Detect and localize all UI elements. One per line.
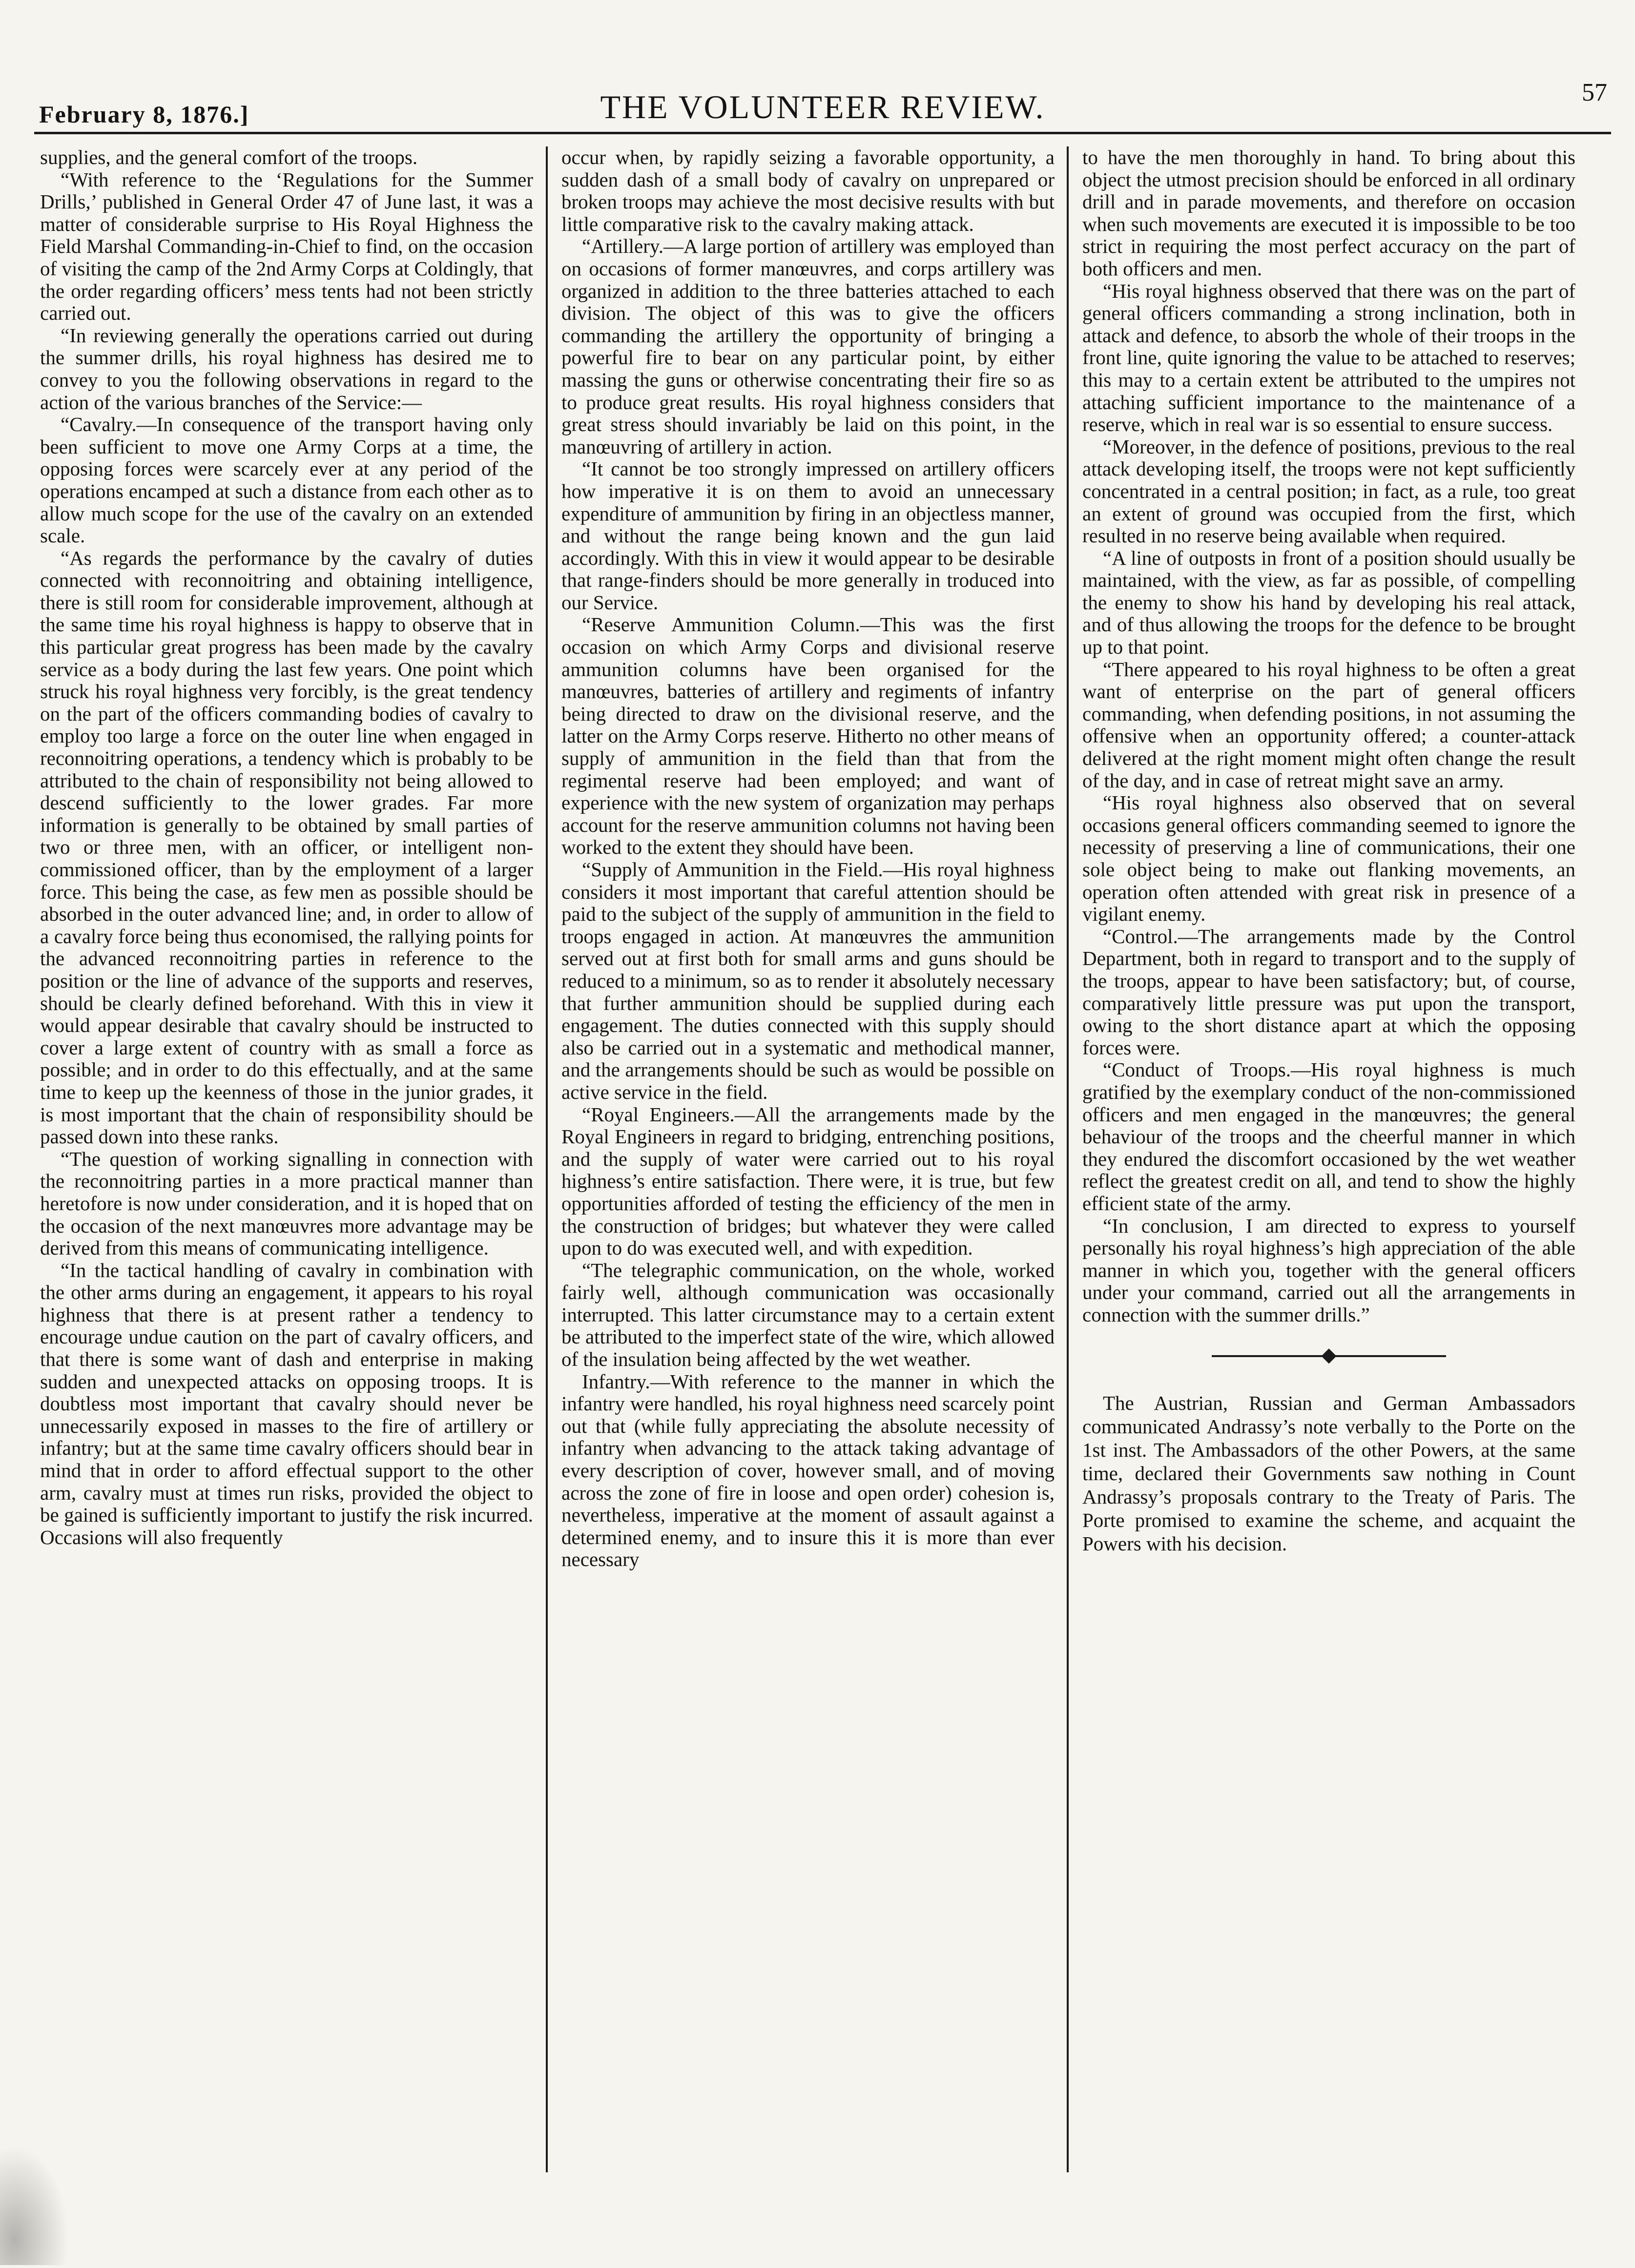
paragraph: “Artillery.—A large portion of artillery was employed than on occasions of former manœuvres, and corps artillery was organized in addition to the three batteries attached to each division. The object of this was to give the officers commanding the artillery the opportunity of bringing a powerful fire to bear on any particular point, by either massing the guns or otherwise concentrating their fire so as to produce great results. His royal highness considers that great stress should invariably be laid on this point, in the manœuvring of artillery in action. bbox=[561, 235, 1055, 458]
paragraph: “As regards the performance by the cavalry of duties connected with reconnoitring and obtaining intelligence, there is still room for considerable improvement, although at the same time his royal highness is happy to observe that in this particular great progress has been made by the cavalry service as a body during the last few years. One point which struck his royal highness very forcibly, is the great tendency on the part of the officers commanding bodies of cavalry to employ too large a force on the outer line when engaged in reconnoitring operations, a tendency which is probably to be attributed to the chain of responsibility not being allowed to descend sufficiently to the lower grades. Far more information is generally to be obtained by small parties of two or three men, with an officer, or intelligent non-commissioned officer, than by the employment of a larger force. This being the case, as few men as possible should be absorbed in the outer advanced line; and, in order to allow of a cavalry force being thus economised, the rallying points for the advanced reconnoitring parties in reference to the position or the line of advance of the supports and reserves, should be clearly defined beforehand. With this in view it would appear desirable that cavalry should be instructed to cover a large extent of country with as small a force as possible; and in order to do this effectually, and at the same time to keep up the keenness of those in the junior grades, it is most important that the chain of responsibility should be passed down into these ranks. bbox=[40, 546, 533, 1148]
section-divider bbox=[1212, 1355, 1446, 1357]
column-3 bbox=[1082, 146, 1575, 2172]
paragraph: “The telegraphic communication, on the whole, worked fairly well, although communication was occasionally interrupted. This latter circumstance may to a certain extent be attributed to the imperfect state of the wire, which allowed of the insulation being affected by the wet weather. bbox=[561, 1258, 1055, 1371]
paragraph: “Reserve Ammunition Column.—This was the first occasion on which Army Corps and divisional reserve ammunition columns have been organised for the manœuvres, batteries of artillery and regiments of infantry being directed to draw on the divisional reserve, and the latter on the Army Corps reserve. Hitherto no other means of supply of ammunition in the field than that from the regimental reserve had been employed; and want of experience with the new system of organization may perhaps account for the reserve ammunition columns not having been worked to the extent they should have been. bbox=[561, 613, 1055, 859]
column-2 bbox=[561, 146, 1055, 2172]
paragraph: “It cannot be too strongly impressed on artillery officers how imperative it is on them to avoid an unnecessary expenditure of ammunition by firing in an objectless manner, and without the range being known and the gun laid accordingly. With this in view it would appear to be desirable that range-finders should be more generally in troduced into our Service. bbox=[561, 457, 1055, 614]
paragraph: supplies, and the general comfort of the troops. bbox=[40, 146, 418, 168]
issue-date: February 8, 1876.] bbox=[39, 101, 249, 128]
paragraph: “His royal highness observed that there was on the part of general officers commanding a strong inclination, both in attack and defence, to absorb the whole of their troops in the front line, quite ignoring the value to be attached to reserves; this may to a certain extent be attributed to the umpires not attaching sufficient importance to the maintenance of a reserve, which in real war is so essential to ensure success. bbox=[1082, 279, 1575, 436]
page-header bbox=[34, 73, 1611, 134]
paragraph: “The question of working signalling in connection with the reconnoitring parties in a more practical manner than heretofore is now under consideration, and it is hoped that on the occasion of the next manœuvres more advantage may be derived from this means of communicating intelligence. bbox=[40, 1147, 533, 1259]
masthead-title: THE VOLUNTEER REVIEW. bbox=[600, 88, 1045, 125]
paragraph: The Austrian, Russian and German Ambassadors communicated Andrassy’s note verbally to the Porte on the 1st inst. The Ambassadors of the other Powers, at the same time, declared their Governments saw nothing in Count Andrassy’s proposals contrary to the Treaty of Paris. The Porte promised to examine the scheme, and acquaint the Powers with his decision. bbox=[1082, 1392, 1575, 1555]
page-number: 57 bbox=[1582, 79, 1607, 106]
paragraph: “Conduct of Troops.—His royal highness is much gratified by the exemplary conduct of the non-commissioned officers and men engaged in the manœuvres; the general behaviour of the troops and the cheerful manner in which they endured the discomfort occasioned by the wet weather reflect the greatest credit on all, and tend to show the highly efficient state of the army. bbox=[1082, 1058, 1575, 1215]
paragraph: “A line of outposts in front of a position should usually be maintained, with the view, as far as possible, of compelling the enemy to show his hand by developing his real attack, and of thus allowing the troops for the defence to be brought up to that point. bbox=[1082, 546, 1575, 659]
paragraph: “In reviewing generally the operations carried out during the summer drills, his royal highness has desired me to convey to you the following observations in regard to the action of the various branches of the Service:— bbox=[40, 324, 533, 413]
paragraph: “Control.—The arrangements made by the Control Department, both in regard to transport and to the supply of the troops, appear to have been satisfactory; but, of course, comparatively little pressure was put upon the transport, owing to the short distance apart at which the opposing forces were. bbox=[1082, 925, 1575, 1059]
news-item bbox=[1082, 1391, 1575, 1555]
paragraph: occur when, by rapidly seizing a favorable opportunity, a sudden dash of a small body of cavalry on unprepared or broken troops may achieve the most decisive results with but little comparative risk to the cavalry making attack. bbox=[561, 146, 1055, 235]
column-rule bbox=[546, 146, 548, 2172]
paragraph: to have the men thoroughly in hand. To bring about this object the utmost precision should be enforced in all ordinary drill and in parade movements, and therefore on occasion when such movements are executed it is impossible to be too strict in requiring the most perfect accuracy on the part of both officers and men. bbox=[1082, 146, 1575, 280]
paragraph: “Royal Engineers.—All the arrangements made by the Royal Engineers in regard to bridging, entrenching positions, and the supply of water were carried out to his royal highness’s entire satisfaction. There were, it is true, but few opportunities afforded of testing the efficiency of the men in the construction of bridges; but whatever they were called upon to do was executed well, and with expedition. bbox=[561, 1103, 1055, 1259]
paragraph: Infantry.—With reference to the manner in which the infantry were handled, his royal highness need scarcely point out that (while fully appreciating the absolute necessity of infantry when advancing to the attack taking advantage of every description of cover, however small, and of moving across the zone of fire in loose and open order) cohesion is, nevertheless, imperative at the moment of assault against a determined enemy, and to insure this it is more than ever necessary bbox=[561, 1370, 1055, 1571]
paragraph: “Moreover, in the defence of positions, previous to the real attack developing itself, the troops were not kept sufficiently concentrated in a central position; in fact, as a rule, too great an extent of ground was occupied from the first, which resulted in no reserve being available when required. bbox=[1082, 435, 1575, 547]
column-1 bbox=[40, 146, 533, 2172]
paragraph: “In the tactical handling of cavalry in combination with the other arms during an engagement, it appears to his royal highness that there is at present rather a tendency to encourage undue caution on the part of cavalry officers, and that there is some want of dash and enterprise in making sudden and unexpected attacks on opposing troops. It is doubtless most important that cavalry should never be unnecessarily exposed in masses to the fire of artillery or infantry; but at the same time cavalry officers should bear in mind that in order to afford effectual support to the other arm, cavalry must at times run risks, provided the object to be gained is sufficiently important to justify the risk incurred. Occasions will also frequently bbox=[40, 1258, 533, 1548]
paragraph: “There appeared to his royal highness to be often a great want of enterprise on the part of general officers commanding, when defending positions, in not assuming the offensive when an opportunity offered; a counter-attack delivered at the right moment might often change the result of the day, and in case of retreat might save an army. bbox=[1082, 658, 1575, 792]
paragraph: “With reference to the ‘Regulations for the Summer Drills,’ published in General Order 47 of June last, it was a matter of considerable surprise to His Royal Highness the Field Marshal Commanding-in-Chief to find, on the occasion of visiting the camp of the 2nd Army Corps at Coldingly, that the order regarding officers’ mess tents had not been strictly carried out. bbox=[40, 168, 533, 325]
paragraph: “Cavalry.—In consequence of the transport having only been sufficient to move one Army Corps at a time, the opposing forces were scarcely ever at any period of the operations encamped at such a distance from each other as to allow much scope for the use of the cavalry on an extended scale. bbox=[40, 413, 533, 547]
print-smudge bbox=[0, 2138, 73, 2265]
paragraph: “In conclusion, I am directed to express to yourself personally his royal highness’s high appreciation of the able manner in which you, together with the general officers under your command, carried out all the arrangements in connection with the summer drills.” bbox=[1082, 1214, 1575, 1326]
paragraph: “Supply of Ammunition in the Field.—His royal highness considers it most important that careful attention should be paid to the subject of the supply of ammunition in the field to troops engaged in action. At manœuvres the ammunition served out at first both for small arms and guns should be reduced to a minimum, so as to render it absolutely necessary that further ammunition should be supplied during each engagement. The duties connected with this supply should also be carried out in a systematic and methodical manner, and the arrangements should be such as would be possible on active service in the field. bbox=[561, 858, 1055, 1103]
column-rule bbox=[1067, 146, 1069, 2172]
paragraph: “His royal highness also observed that on several occasions general officers commanding seemed to ignore the necessity of preserving a line of communications, their one sole object being to make out flanking movements, an operation often attended with great risk in presence of a vigilant enemy. bbox=[1082, 791, 1575, 926]
